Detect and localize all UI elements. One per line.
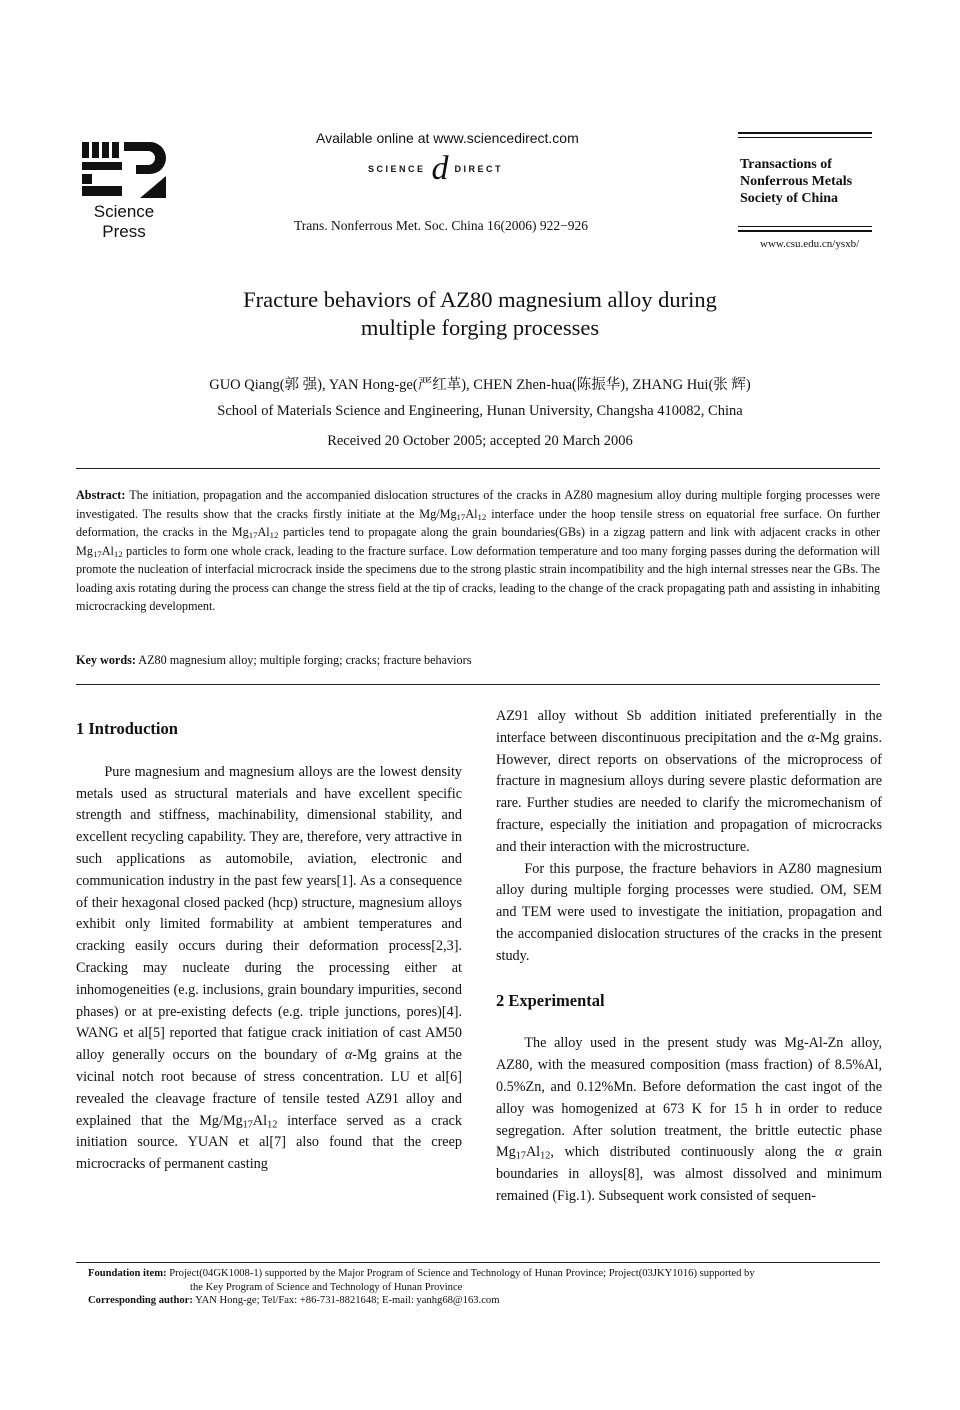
header-rule-top-thin (738, 137, 872, 138)
abstract-top-rule (76, 468, 880, 469)
intro-purpose-paragraph: For this purpose, the fracture behaviors in AZ80 magnesium alloy during multiple forging processes were studied. OM, SEM and TEM were used to investigate the initiation, propagation and the accompanied dislocation structures of the cracks in the present study. (496, 860, 882, 964)
header-rule-bottom (738, 230, 872, 232)
journal-name (740, 156, 852, 207)
intro-text: Pure magnesium and magnesium alloys are the lowest density metals used as structural materials and have excellent specific strength and stiffness, machinability, dimensional stability, and excellent recycling capability. They are, therefore, very attractive in such applications as automobile, aviation, electronic and communication industry in the past few years[1]. As a consequence of their hexagonal closed packed (hcp) structure, magnesium alloys exhibit only limited formability at ambient temperatures and cracking easily occurs during their deformation process[2,3]. Cracking may nucleate during the processing either at inhomogeneities (e.g. inclusions, grain boundary impurities, second phases) or at pre-existing defects (e.g. triple junctions, pores)[4]. WANG et al[5] reported that fatigue crack initiation of cast AM50 alloy generally occurs on the boundary of (76, 763, 462, 1064)
abstract-label: Abstract: (76, 488, 126, 502)
experimental-text: grain boundaries in alloys[8], was almost dissolved and minimum remained (Fig.1). Subsequent work consisted of sequen- (496, 1144, 883, 1204)
subscript: 12 (269, 530, 279, 541)
science-press-logo (78, 140, 170, 242)
left-column (76, 718, 462, 1176)
abstract-bottom-rule (76, 684, 880, 685)
corresponding-author (88, 1294, 888, 1308)
experimental-paragraph (496, 1033, 882, 1207)
subscript: 17 (242, 1119, 253, 1131)
science-press-emblem-icon (78, 140, 170, 202)
keywords-text: AZ80 magnesium alloy; multiple forging; cracks; fracture behaviors (135, 653, 472, 667)
right-column (496, 706, 882, 1208)
alpha-symbol: α (834, 1144, 843, 1161)
abstract (76, 486, 880, 616)
experimental-text: Al (525, 1144, 541, 1161)
intro-continued-paragraph (496, 706, 882, 859)
sciencedirect-mark-icon: d (431, 150, 449, 187)
abstract-text: Al (465, 506, 478, 521)
science-press-name (78, 202, 170, 242)
intro-text: interface served as a crack initiation source. YUAN et al[7] also found that the creep microcracks of permanent casting (76, 1112, 463, 1173)
abstract-text: interface under the hoop tensile stress on equatorial free surface. On further deformation, the cracks in the Mg (76, 506, 880, 539)
intro-text: AZ91 alloy without Sb addition initiated preferentially in the interface between discontinuous precipitation and the (496, 708, 882, 746)
subscript: 12 (267, 1119, 278, 1131)
footnote-rule (76, 1262, 880, 1263)
publisher-name-line-1: Science (93, 202, 155, 221)
subscript: 17 (248, 530, 258, 541)
keywords (76, 653, 471, 668)
subscript: 12 (477, 511, 487, 522)
publisher-name-line-2: Press (102, 222, 146, 241)
corresponding-label: Corresponding author: (88, 1295, 193, 1306)
journal-name-line-3: Society of China (740, 191, 838, 206)
header-rule-top (738, 132, 872, 134)
author-list: GUO Qiang(郭 强), YAN Hong-ge(严红革), CHEN Zhen-hua(陈振华), ZHANG Hui(张 辉) (209, 377, 751, 393)
section-heading-introduction: 1 Introduction (76, 719, 178, 738)
corresponding-text: YAN Hong-ge; Tel/Fax: +86-731-8821648; E-mail: yanhg68@163.com (192, 1295, 500, 1306)
header-rule-bottom-thin (738, 226, 872, 227)
intro-text: Al (252, 1112, 268, 1129)
title-line-1: Fracture behaviors of AZ80 magnesium alloy during (243, 287, 717, 312)
sciencedirect-logo (368, 150, 503, 188)
journal-url[interactable]: www.csu.edu.cn/ysxb/ (760, 238, 860, 250)
alpha-symbol: α (344, 1047, 353, 1064)
foundation-text: Project(04GK1008-1) supported by the Major Program of Science and Technology of Hunan Province; Project(03JKY1016) supported by (166, 1268, 755, 1279)
intro-paragraph (76, 762, 462, 1176)
abstract-text: The initiation, propagation and the accompanied dislocation structures of the cracks in AZ80 magnesium alloy during multiple forging processes were investigated. The results show that the cracks firstly initiate at the Mg/Mg (76, 488, 880, 521)
foundation-label: Foundation item: (88, 1268, 167, 1279)
experimental-text: The alloy used in the present study was Mg-Al-Zn alloy, AZ80, with the measured composition (mass fraction) of 8.5%Al, 0.5%Zn, and 0.12%Mn. Before deformation the cast ingot of the alloy was homogenized at 673 K for 15 h in order to reduce segregation. After solution treatment, the brittle eutectic phase Mg (496, 1035, 882, 1161)
paper-title (0, 286, 960, 342)
title-line-2: multiple forging processes (360, 315, 600, 340)
sd-right-word: DIRECT (454, 164, 504, 174)
abstract-text: particles to form one whole crack, leading to the fracture surface. Low deformation temperature and too many forging passes during the deformation will promote the nucleation of interfacial microcrack inside the specimens due to the strong plastic strain incompatibility and the high internal stresses near the GBs. The loading axis rotating during the process can change the stress field at the tip of cracks, leading to the change of the crack propagating path and assisting in inhabiting microcracking development. (76, 543, 880, 613)
intro-text: -Mg grains at the vicinal notch root because of stress concentration. LU et al[6] revealed the cleavage fracture of tensile tested AZ91 alloy and explained that the Mg/Mg (76, 1047, 462, 1129)
intro-text: -Mg grains. However, direct reports on observations of the microprocess of fracture in magnesium alloys during severe plastic deformation are rare. Further studies are needed to clarify the micromechanism of fracture, especially the initiation and propagation of microcracks and their interaction with the microstructure. (496, 729, 883, 855)
foundation-continued: the Key Program of Science and Technology of Hunan Province (190, 1281, 463, 1293)
subscript: 17 (92, 548, 102, 559)
journal-name-line-1: Transactions of (740, 157, 832, 172)
subscript: 17 (456, 511, 466, 522)
sd-left-word: SCIENCE (368, 164, 426, 174)
received-dates: Received 20 October 2005; accepted 20 March 2006 (327, 433, 633, 449)
journal-name-line-2: Nonferrous Metals (740, 174, 853, 189)
footnotes (88, 1267, 888, 1308)
abstract-text: Al (257, 525, 270, 539)
available-online-text: Available online at www.sciencedirect.com (316, 130, 579, 146)
subscript: 12 (540, 1150, 551, 1162)
alpha-symbol: α (807, 729, 815, 746)
abstract-text: particles tend to propagate along the grain boundaries(GBs) in a zigzag pattern and link with adjacent cracks in other Mg (76, 525, 881, 558)
experimental-text: , which distributed continuously along the (550, 1144, 835, 1161)
abstract-text: Al (101, 543, 114, 558)
affiliation: School of Materials Science and Engineering, Hunan University, Changsha 410082, China (217, 403, 743, 419)
foundation-item (88, 1267, 888, 1281)
subscript: 12 (113, 548, 123, 559)
subscript: 17 (515, 1150, 526, 1162)
section-heading-experimental: 2 Experimental (496, 990, 605, 1010)
journal-citation: Trans. Nonferrous Met. Soc. China 16(2006) 922−926 (294, 218, 588, 233)
keywords-label: Key words: (76, 653, 136, 667)
